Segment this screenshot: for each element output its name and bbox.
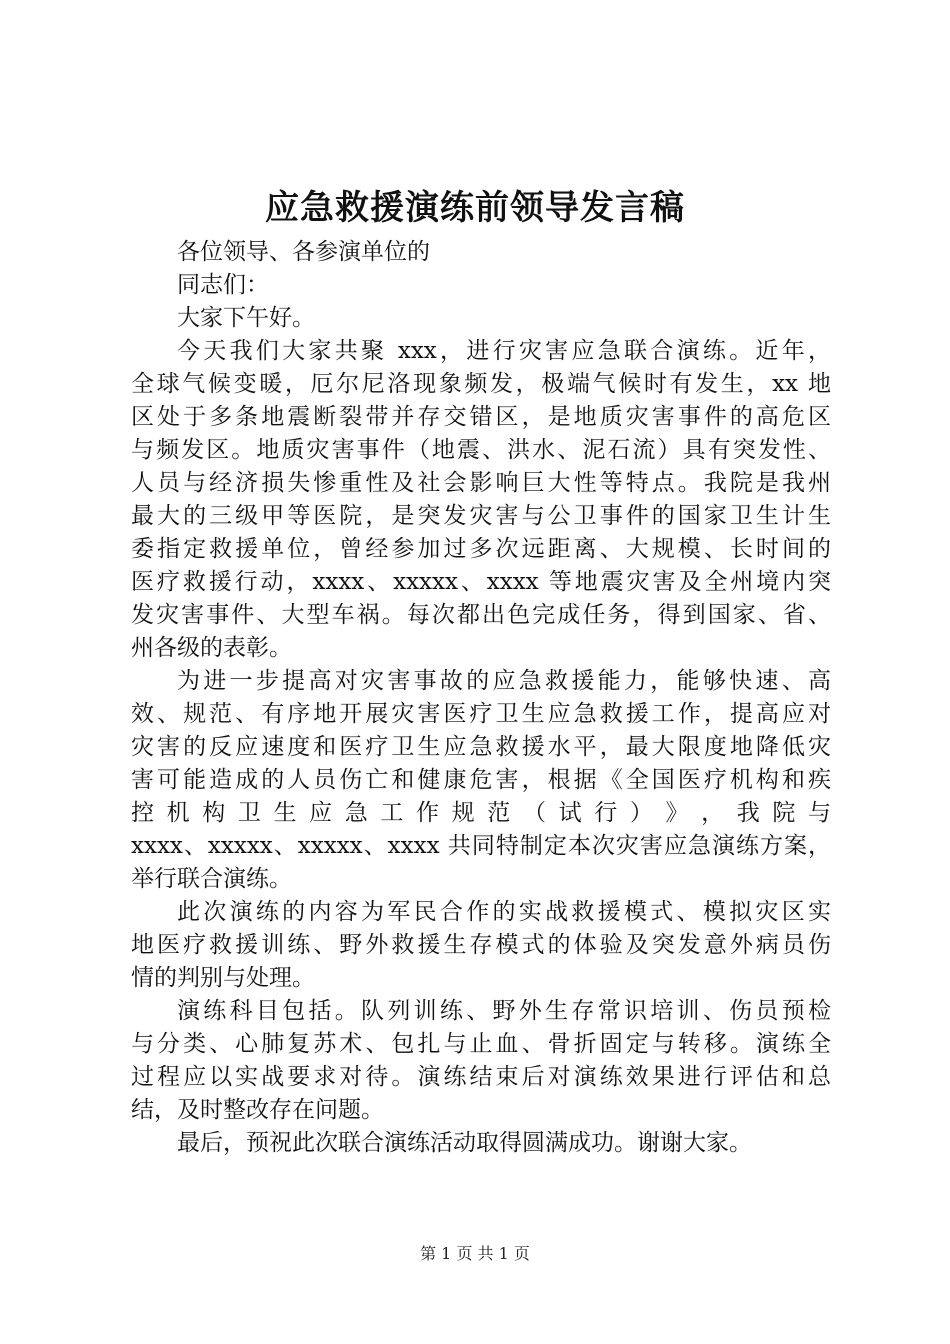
text-line: 为进一步提高对灾害事故的应急救援能力，能够快速、高	[177, 668, 831, 694]
text-line: 医疗救援行动，xxxx、xxxxx、xxxx 等地震灾害及全州境内突	[131, 569, 831, 595]
text-line: 举行联合演练。	[131, 866, 292, 892]
document-body	[131, 236, 831, 1160]
text-line: 最大的三级甲等医院，是突发灾害与公卫事件的国家卫生计生	[131, 503, 831, 529]
text-line: xxxx、xxxxx、xxxxx、xxxx 共同特制定本次灾害应急演练方案，	[131, 833, 831, 859]
text-line: 灾害的反应速度和医疗卫生应急救援水平，最大限度地降低灾	[131, 734, 831, 760]
text-line: 控 机 构 卫 生 应 急 工 作 规 范 （ 试 行 ） 》 ， 我 院 与	[131, 800, 831, 826]
text-line: 情的判别与处理。	[131, 965, 315, 991]
text-line: 害可能造成的人员伤亡和健康危害，根据《全国医疗机构和疾	[131, 767, 831, 793]
page-footer: 第 1 页 共 1 页	[420, 1244, 530, 1263]
text-line: 结，及时整改存在问题。	[131, 1097, 384, 1123]
text-line: 与频发区。地质灾害事件（地震、洪水、泥石流）具有突发性、	[131, 437, 831, 463]
text-line: 此次演练的内容为军民合作的实战救援模式、模拟灾区实	[177, 899, 831, 925]
text-line: 委指定救援单位，曾经参加过多次远距离、大规模、长时间的	[131, 536, 831, 562]
text-line: 演练科目包括。队列训练、野外生存常识培训、伤员预检	[177, 998, 831, 1024]
text-line: 人员与经济损失惨重性及社会影响巨大性等特点。我院是我州	[131, 470, 831, 496]
text-line: 同志们：	[177, 272, 269, 298]
text-line: 与分类、心肺复苏术、包扎与止血、骨折固定与转移。演练全	[131, 1031, 831, 1057]
text-line: 效、规范、有序地开展灾害医疗卫生应急救援工作，提高应对	[131, 701, 831, 727]
text-line: 全球气候变暖，厄尔尼洛现象频发，极端气候时有发生，xx 地	[131, 371, 831, 397]
text-line: 今天我们大家共聚 xxx，进行灾害应急联合演练。近年，	[177, 338, 831, 364]
document-title: 应急救援演练前领导发言稿	[265, 188, 685, 228]
text-line: 州各级的表彰。	[131, 635, 292, 661]
text-line: 发灾害事件、大型车祸。每次都出色完成任务，得到国家、省、	[131, 602, 831, 628]
text-line: 地医疗救援训练、野外救援生存模式的体验及突发意外病员伤	[131, 932, 831, 958]
text-line: 大家下午好。	[177, 305, 315, 331]
text-line: 区处于多条地震断裂带并存交错区，是地质灾害事件的高危区	[131, 404, 831, 430]
text-line: 最后，预祝此次联合演练活动取得圆满成功。谢谢大家。	[177, 1130, 752, 1156]
text-line: 各位领导、各参演单位的	[177, 239, 430, 265]
text-line: 过程应以实战要求对待。演练结束后对演练效果进行评估和总	[131, 1064, 831, 1090]
